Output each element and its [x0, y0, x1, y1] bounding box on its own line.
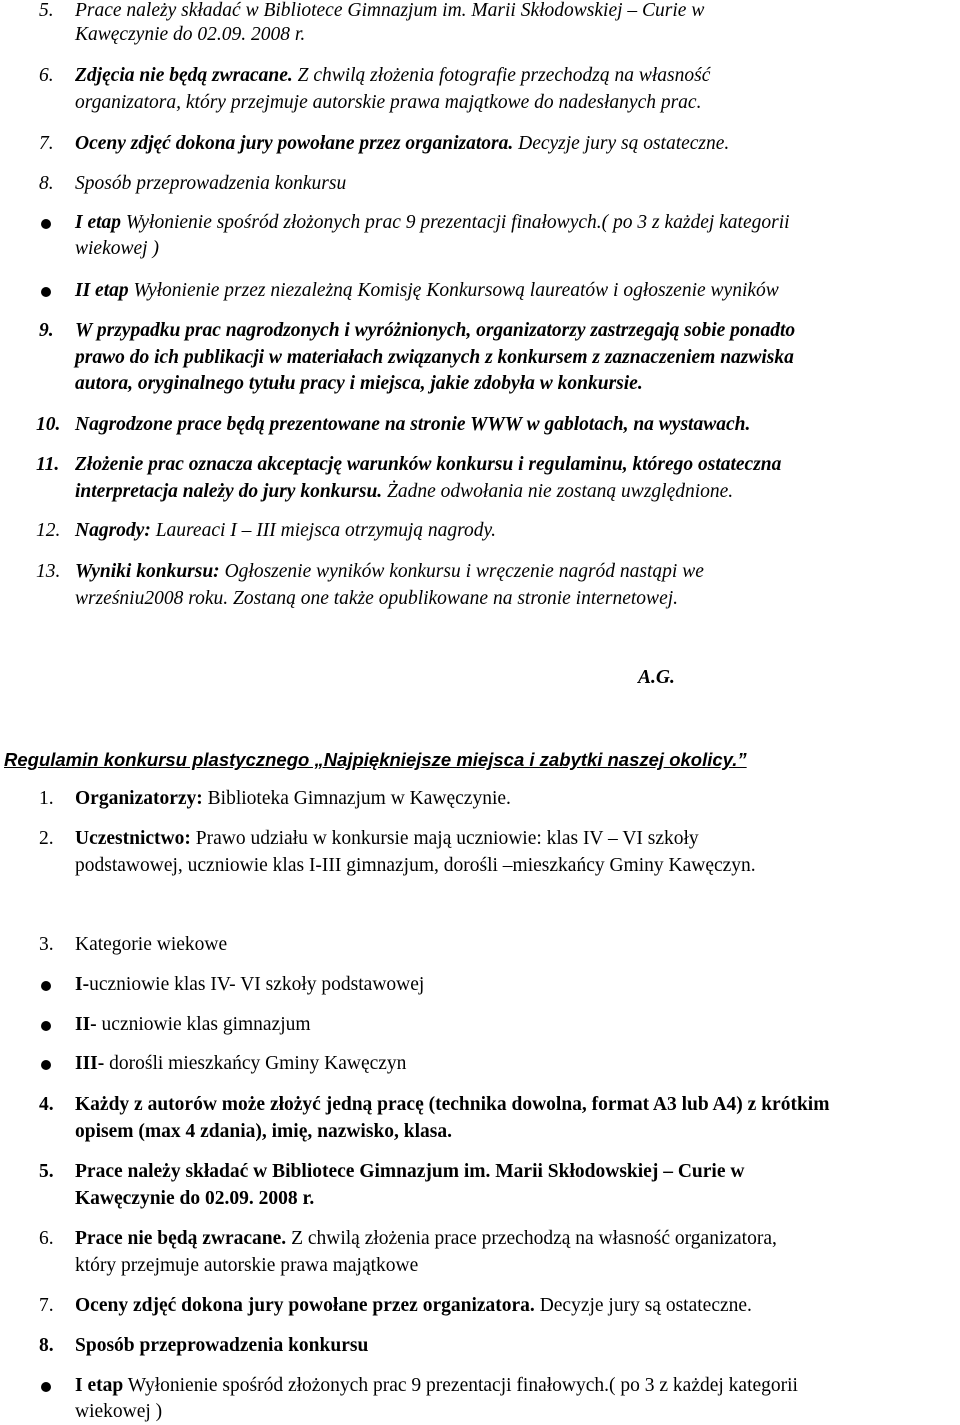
- bullet-icon: [41, 1060, 51, 1070]
- page-title: Regulamin konkursu plastycznego „Najpiękniejsze miejsca i zabytki naszej okolicy.”: [4, 749, 747, 770]
- bullet-icon: [41, 287, 51, 297]
- bullet-icon: [41, 219, 51, 229]
- signature: A.G.: [638, 667, 675, 688]
- bullet-icon: [41, 1021, 51, 1031]
- bullet-icon: [41, 1382, 51, 1392]
- bullet-icon: [41, 981, 51, 991]
